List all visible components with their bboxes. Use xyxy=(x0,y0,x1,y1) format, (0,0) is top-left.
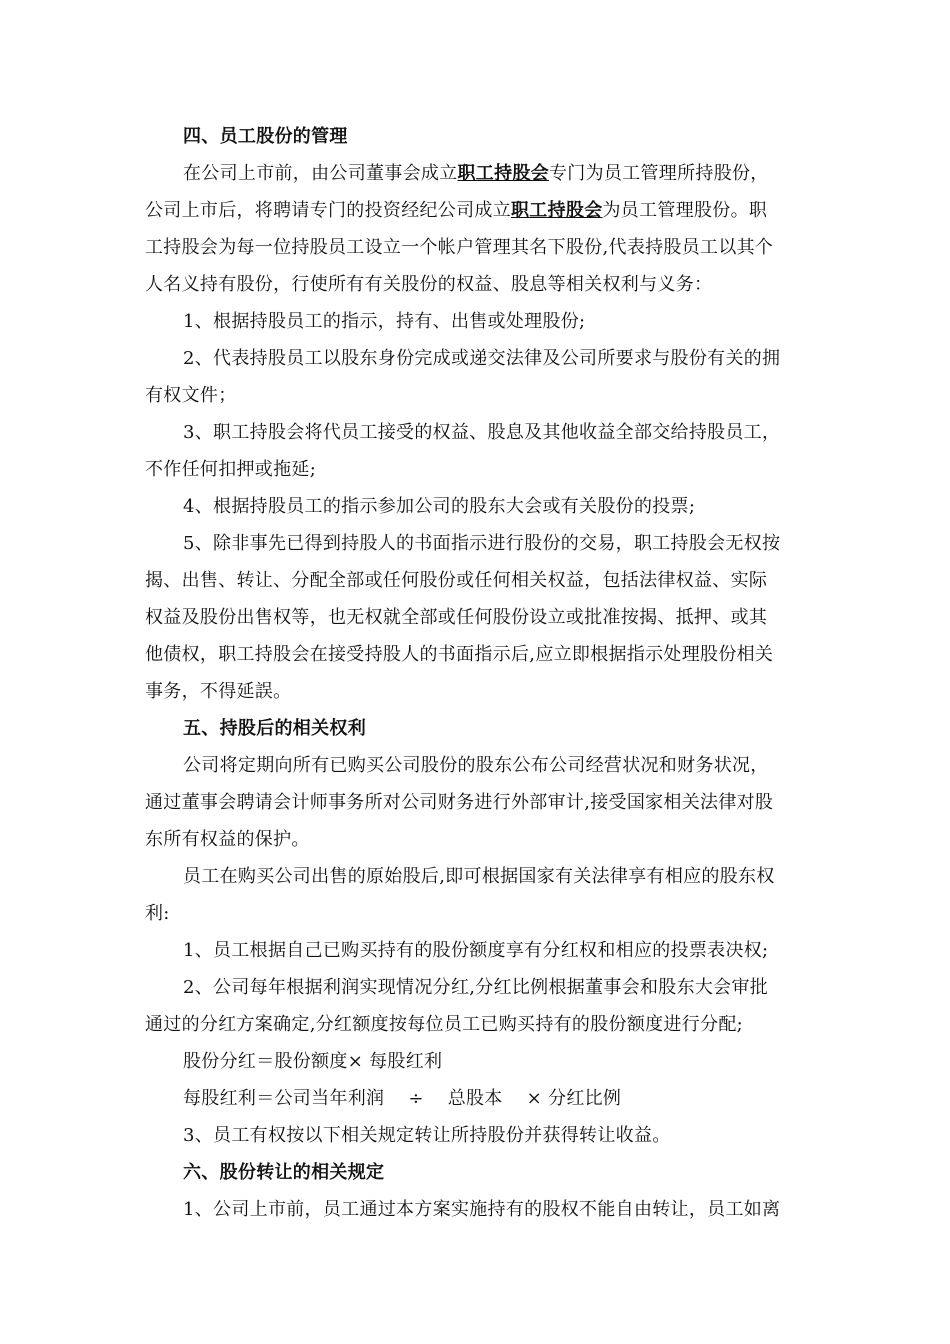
paragraph-line: 员工在购买公司出售的原始股后,即可根据国家有关法律享有相应的股东权 xyxy=(183,866,775,887)
list-item: 1、根据持股员工的指示，持有、出售或处理股份; xyxy=(183,311,586,332)
list-item: 3、职工持股会将代员工接受的权益、股息及其他收益全部交给持股员工， xyxy=(183,422,781,443)
list-item-continuation: 通过的分红方案确定,分红额度按每位员工已购买持有的股份额度进行分配; xyxy=(145,1014,743,1035)
text-run: 在公司上市前，由公司董事会成立 xyxy=(183,163,458,184)
emphasized-term: 职工持股会 xyxy=(511,200,603,221)
formula-term: 总股本 xyxy=(447,1088,503,1109)
paragraph-line: 东所有权益的保护。 xyxy=(145,829,310,850)
formula-term: 每股红利＝公司当年利润 xyxy=(183,1088,385,1109)
list-item: 4、根据持股员工的指示参加公司的股东大会或有关股份的投票; xyxy=(183,496,696,517)
section-4-heading: 四、员工股份的管理 xyxy=(183,126,348,147)
list-item: 2、代表持股员工以股东身份完成或递交法律及公司所要求与股份有关的拥 xyxy=(183,348,781,369)
list-item-continuation: 有权文件； xyxy=(145,385,237,406)
list-item-continuation: 不作任何扣押或拖延; xyxy=(145,459,317,480)
text-run: 公司上市后，将聘请专门的投资经纪公司成立 xyxy=(145,200,511,221)
section-6-heading: 六、股份转让的相关规定 xyxy=(183,1162,385,1183)
paragraph-line: 通过董事会聘请会计师事务所对公司财务进行外部审计,接受国家相关法律对股 xyxy=(145,792,774,813)
list-item-continuation: 权益及股份出售权等，也无权就全部或任何股份设立或批准按揭、抵押、或其 xyxy=(145,607,768,628)
section-5-heading: 五、持股后的相关权利 xyxy=(183,718,366,739)
paragraph-line: 工持股会为每一位持股员工设立一个帐户管理其名下股份,代表持股员工以其个 xyxy=(145,237,774,258)
text-run: 为员工管理股份。职 xyxy=(602,200,768,221)
list-item-continuation: 事务，不得延誤。 xyxy=(145,681,292,702)
formula-line xyxy=(145,1080,810,1117)
paragraph-line xyxy=(145,192,810,229)
list-item-continuation: 揭、出售、转让、分配全部或任何股份或任何相关权益，包括法律权益、实际 xyxy=(145,570,768,591)
divide-symbol: ÷ xyxy=(408,1088,424,1109)
paragraph-line xyxy=(145,155,810,192)
list-item: 5、除非事先已得到持股人的书面指示进行股份的交易，职工持股会无权按 xyxy=(183,533,781,554)
paragraph-line: 利: xyxy=(145,903,170,924)
formula-line: 股份分红＝股份额度× 每股红利 xyxy=(183,1051,443,1072)
list-item: 1、公司上市前，员工通过本方案实施持有的股权不能自由转让，员工如离 xyxy=(183,1199,781,1220)
paragraph-line: 人名义持有股份，行使所有有关股份的权益、股息等相关权利与义务： xyxy=(145,274,713,295)
text-run: 专门为员工管理所持股份， xyxy=(549,163,769,184)
list-item-continuation: 他债权，职工持股会在接受持股人的书面指示后,应立即根据指示处理股份相关 xyxy=(145,644,774,665)
emphasized-term: 职工持股会 xyxy=(457,163,549,184)
list-item: 2、公司每年根据利润实现情况分红,分红比例根据董事会和股东大会审批 xyxy=(183,977,769,998)
list-item: 1、员工根据自己已购买持有的股份额度享有分红权和相应的投票表决权; xyxy=(183,940,769,961)
document-page xyxy=(145,118,810,1228)
paragraph-line: 公司将定期向所有已购买公司股份的股东公布公司经营状况和财务状况， xyxy=(183,755,769,776)
formula-term: × 分红比例 xyxy=(526,1088,622,1109)
list-item: 3、员工有权按以下相关规定转让所持股份并获得转让收益。 xyxy=(183,1125,671,1146)
